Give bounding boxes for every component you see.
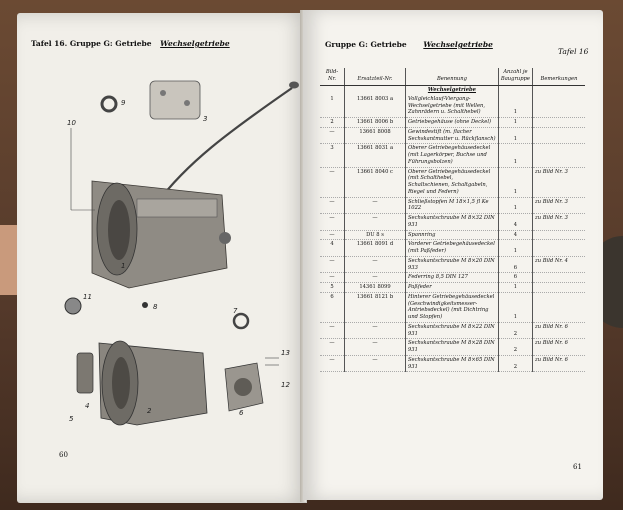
cell-bild: — [320, 273, 345, 283]
cell-bemerkungen [533, 230, 586, 240]
table-row [320, 214, 585, 231]
cell-bemerkungen [533, 118, 586, 128]
cell-bild: — [320, 355, 345, 372]
table-row [320, 339, 585, 356]
cell-ersatzteil-nr: — [345, 355, 406, 372]
cell-benennung: Sechskantschraube M 8×20 DIN 933 [406, 256, 499, 273]
cell-ersatzteil-nr: 14361 8099 [345, 283, 406, 293]
cell-bemerkungen [533, 292, 586, 322]
cell-bild: — [320, 322, 345, 339]
cell-anzahl: 1 [498, 197, 532, 214]
cell-bild: 5 [320, 283, 345, 293]
cell-anzahl: 2 [498, 322, 532, 339]
section-title: Wechselgetriebe [406, 86, 499, 95]
cell-bild: 3 [320, 144, 345, 167]
cell-anzahl: 6 [498, 256, 532, 273]
right-page [303, 10, 603, 500]
callout-13: 13 [281, 349, 290, 357]
right-page-header [325, 40, 493, 49]
table-row [320, 144, 585, 167]
right-page-number: 61 [573, 463, 582, 471]
cell-anzahl: 2 [498, 355, 532, 372]
cell-anzahl: 1 [498, 144, 532, 167]
exploded-parts-illustration [17, 13, 307, 503]
callout-8: 8 [153, 303, 158, 311]
table-row [320, 127, 585, 144]
cell-ersatzteil-nr: — [345, 214, 406, 231]
cell-benennung: Vorderer Getriebegehäusedeckel (mit Paßfeder) [406, 240, 499, 257]
cell-anzahl: 1 [498, 167, 532, 197]
cell-bemerkungen [533, 283, 586, 293]
cell-bemerkungen: zu Bild Nr. 3 [533, 214, 586, 231]
cell-bild: 2 [320, 118, 345, 128]
cell-benennung: Getriebegehäuse (ohne Deckel) [406, 118, 499, 128]
cell-bemerkungen: zu Bild Nr. 3 [533, 197, 586, 214]
right-header-tafel: Tafel 16 [558, 47, 589, 56]
cell-ersatzteil-nr: 13661 8031 a [345, 144, 406, 167]
cell-benennung: Vollgleichlauf-Viergang-Wechselgetriebe (mit Wellen, Zahnrädern u. Schalthebel) [406, 95, 499, 118]
cell-bemerkungen: zu Bild Nr. 3 [533, 167, 586, 197]
callout-6: 6 [239, 409, 244, 417]
cell-bemerkungen [533, 273, 586, 283]
cell-bild: — [320, 230, 345, 240]
cell-bemerkungen [533, 95, 586, 118]
cell-bild: — [320, 197, 345, 214]
left-header-title: Wechselgetriebe [160, 39, 230, 48]
cell-anzahl: 1 [498, 127, 532, 144]
col-bemerkungen: Bemerkungen [533, 68, 586, 86]
cell-anzahl: 4 [498, 230, 532, 240]
cell-benennung: Schließstopfen M 18×1,5 fl Ke 1022 [406, 197, 499, 214]
callout-1: 1 [121, 262, 126, 270]
table-header-row [320, 68, 585, 86]
cell-ersatzteil-nr: — [345, 273, 406, 283]
col-anzahl: Anzahl je Baugruppe [498, 68, 532, 86]
cell-bild: 6 [320, 292, 345, 322]
cell-bemerkungen [533, 240, 586, 257]
cell-ersatzteil-nr: 13661 8006 b [345, 118, 406, 128]
cell-bild: — [320, 339, 345, 356]
table-row [320, 197, 585, 214]
cell-bemerkungen [533, 127, 586, 144]
right-header-group: Gruppe G: Getriebe [325, 40, 407, 49]
cell-ersatzteil-nr: 13661 8008 [345, 127, 406, 144]
cell-benennung: Hinterer Getriebegehäusedeckel (Geschwindigkeitsmesser-Antriebsdeckel) (mit Dichtring und Stopfen) [406, 292, 499, 322]
cell-bemerkungen: zu Bild Nr. 6 [533, 322, 586, 339]
cell-bild: — [320, 214, 345, 231]
cell-benennung: Gewindestift (m. flacher Sechskantmutter u. Rückflansch) [406, 127, 499, 144]
table-row [320, 322, 585, 339]
cell-bild: — [320, 256, 345, 273]
cell-benennung: Spannring [406, 230, 499, 240]
cell-bild: 4 [320, 240, 345, 257]
cell-benennung: Sechskantschraube M 8×65 DIN 931 [406, 355, 499, 372]
cell-ersatzteil-nr: DU 8 s [345, 230, 406, 240]
parts-table-body [320, 86, 585, 372]
callout-3: 3 [203, 115, 208, 123]
callout-7: 7 [233, 307, 238, 315]
cell-anzahl: 1 [498, 118, 532, 128]
cell-anzahl: 1 [498, 292, 532, 322]
cell-benennung: Sechskantschraube M 8×28 DIN 931 [406, 339, 499, 356]
callout-10: 10 [67, 119, 76, 127]
cell-anzahl: 2 [498, 339, 532, 356]
cell-anzahl: 6 [498, 273, 532, 283]
cell-anzahl: 1 [498, 95, 532, 118]
callout-12: 12 [281, 381, 290, 389]
cell-benennung: Sechskantschraube M 8×22 DIN 931 [406, 322, 499, 339]
cell-bild: — [320, 127, 345, 144]
col-ersatzteil: Ersatzteil-Nr. [345, 68, 406, 86]
cell-ersatzteil-nr: — [345, 339, 406, 356]
left-page-number: 60 [59, 451, 68, 459]
cell-anzahl: 1 [498, 283, 532, 293]
cell-ersatzteil-nr: — [345, 256, 406, 273]
cell-bemerkungen: zu Bild Nr. 4 [533, 256, 586, 273]
cell-benennung: Sechskantschraube M 8×32 DIN 931 [406, 214, 499, 231]
cell-anzahl: 1 [498, 240, 532, 257]
table-row [320, 292, 585, 322]
cell-ersatzteil-nr: 13661 8003 a [345, 95, 406, 118]
cell-ersatzteil-nr: — [345, 197, 406, 214]
table-row [320, 273, 585, 283]
parts-table [320, 68, 585, 372]
table-row [320, 355, 585, 372]
cell-bemerkungen: zu Bild Nr. 6 [533, 355, 586, 372]
table-row [320, 118, 585, 128]
right-header-title: Wechselgetriebe [423, 40, 493, 49]
cell-benennung: Paßfeder [406, 283, 499, 293]
cell-ersatzteil-nr: 13661 8091 d [345, 240, 406, 257]
cell-bild: — [320, 167, 345, 197]
cell-bemerkungen: zu Bild Nr. 6 [533, 339, 586, 356]
table-row [320, 167, 585, 197]
callout-2: 2 [147, 407, 152, 415]
cell-bild: 1 [320, 95, 345, 118]
cell-ersatzteil-nr: 13661 8040 c [345, 167, 406, 197]
left-header-prefix: Tafel 16. Gruppe G: Getriebe [31, 39, 152, 48]
table-row [320, 283, 585, 293]
col-bild: Bild-Nr. [320, 68, 345, 86]
callout-9: 9 [121, 99, 126, 107]
table-row [320, 256, 585, 273]
cell-anzahl: 4 [498, 214, 532, 231]
callout-5: 5 [69, 415, 74, 423]
callout-4: 4 [85, 402, 90, 410]
col-benennung: Benennung [406, 68, 499, 86]
section-row [320, 86, 585, 95]
cell-benennung: Federring 8,5 DIN 127 [406, 273, 499, 283]
table-row [320, 240, 585, 257]
cell-ersatzteil-nr: — [345, 322, 406, 339]
left-page [17, 13, 307, 503]
table-row [320, 230, 585, 240]
cell-ersatzteil-nr: 13661 8121 b [345, 292, 406, 322]
cell-benennung: Oberer Getriebegehäusedeckel (mit Schalthebel, Schaltschienen, Schaltgabeln, Riegel und Federn) [406, 167, 499, 197]
table-row [320, 95, 585, 118]
cell-benennung: Oberer Getriebegehäusedeckel (mit Lagerkörper, Buchse und Führungsbolzen) [406, 144, 499, 167]
callout-11: 11 [83, 293, 92, 301]
cell-bemerkungen [533, 144, 586, 167]
